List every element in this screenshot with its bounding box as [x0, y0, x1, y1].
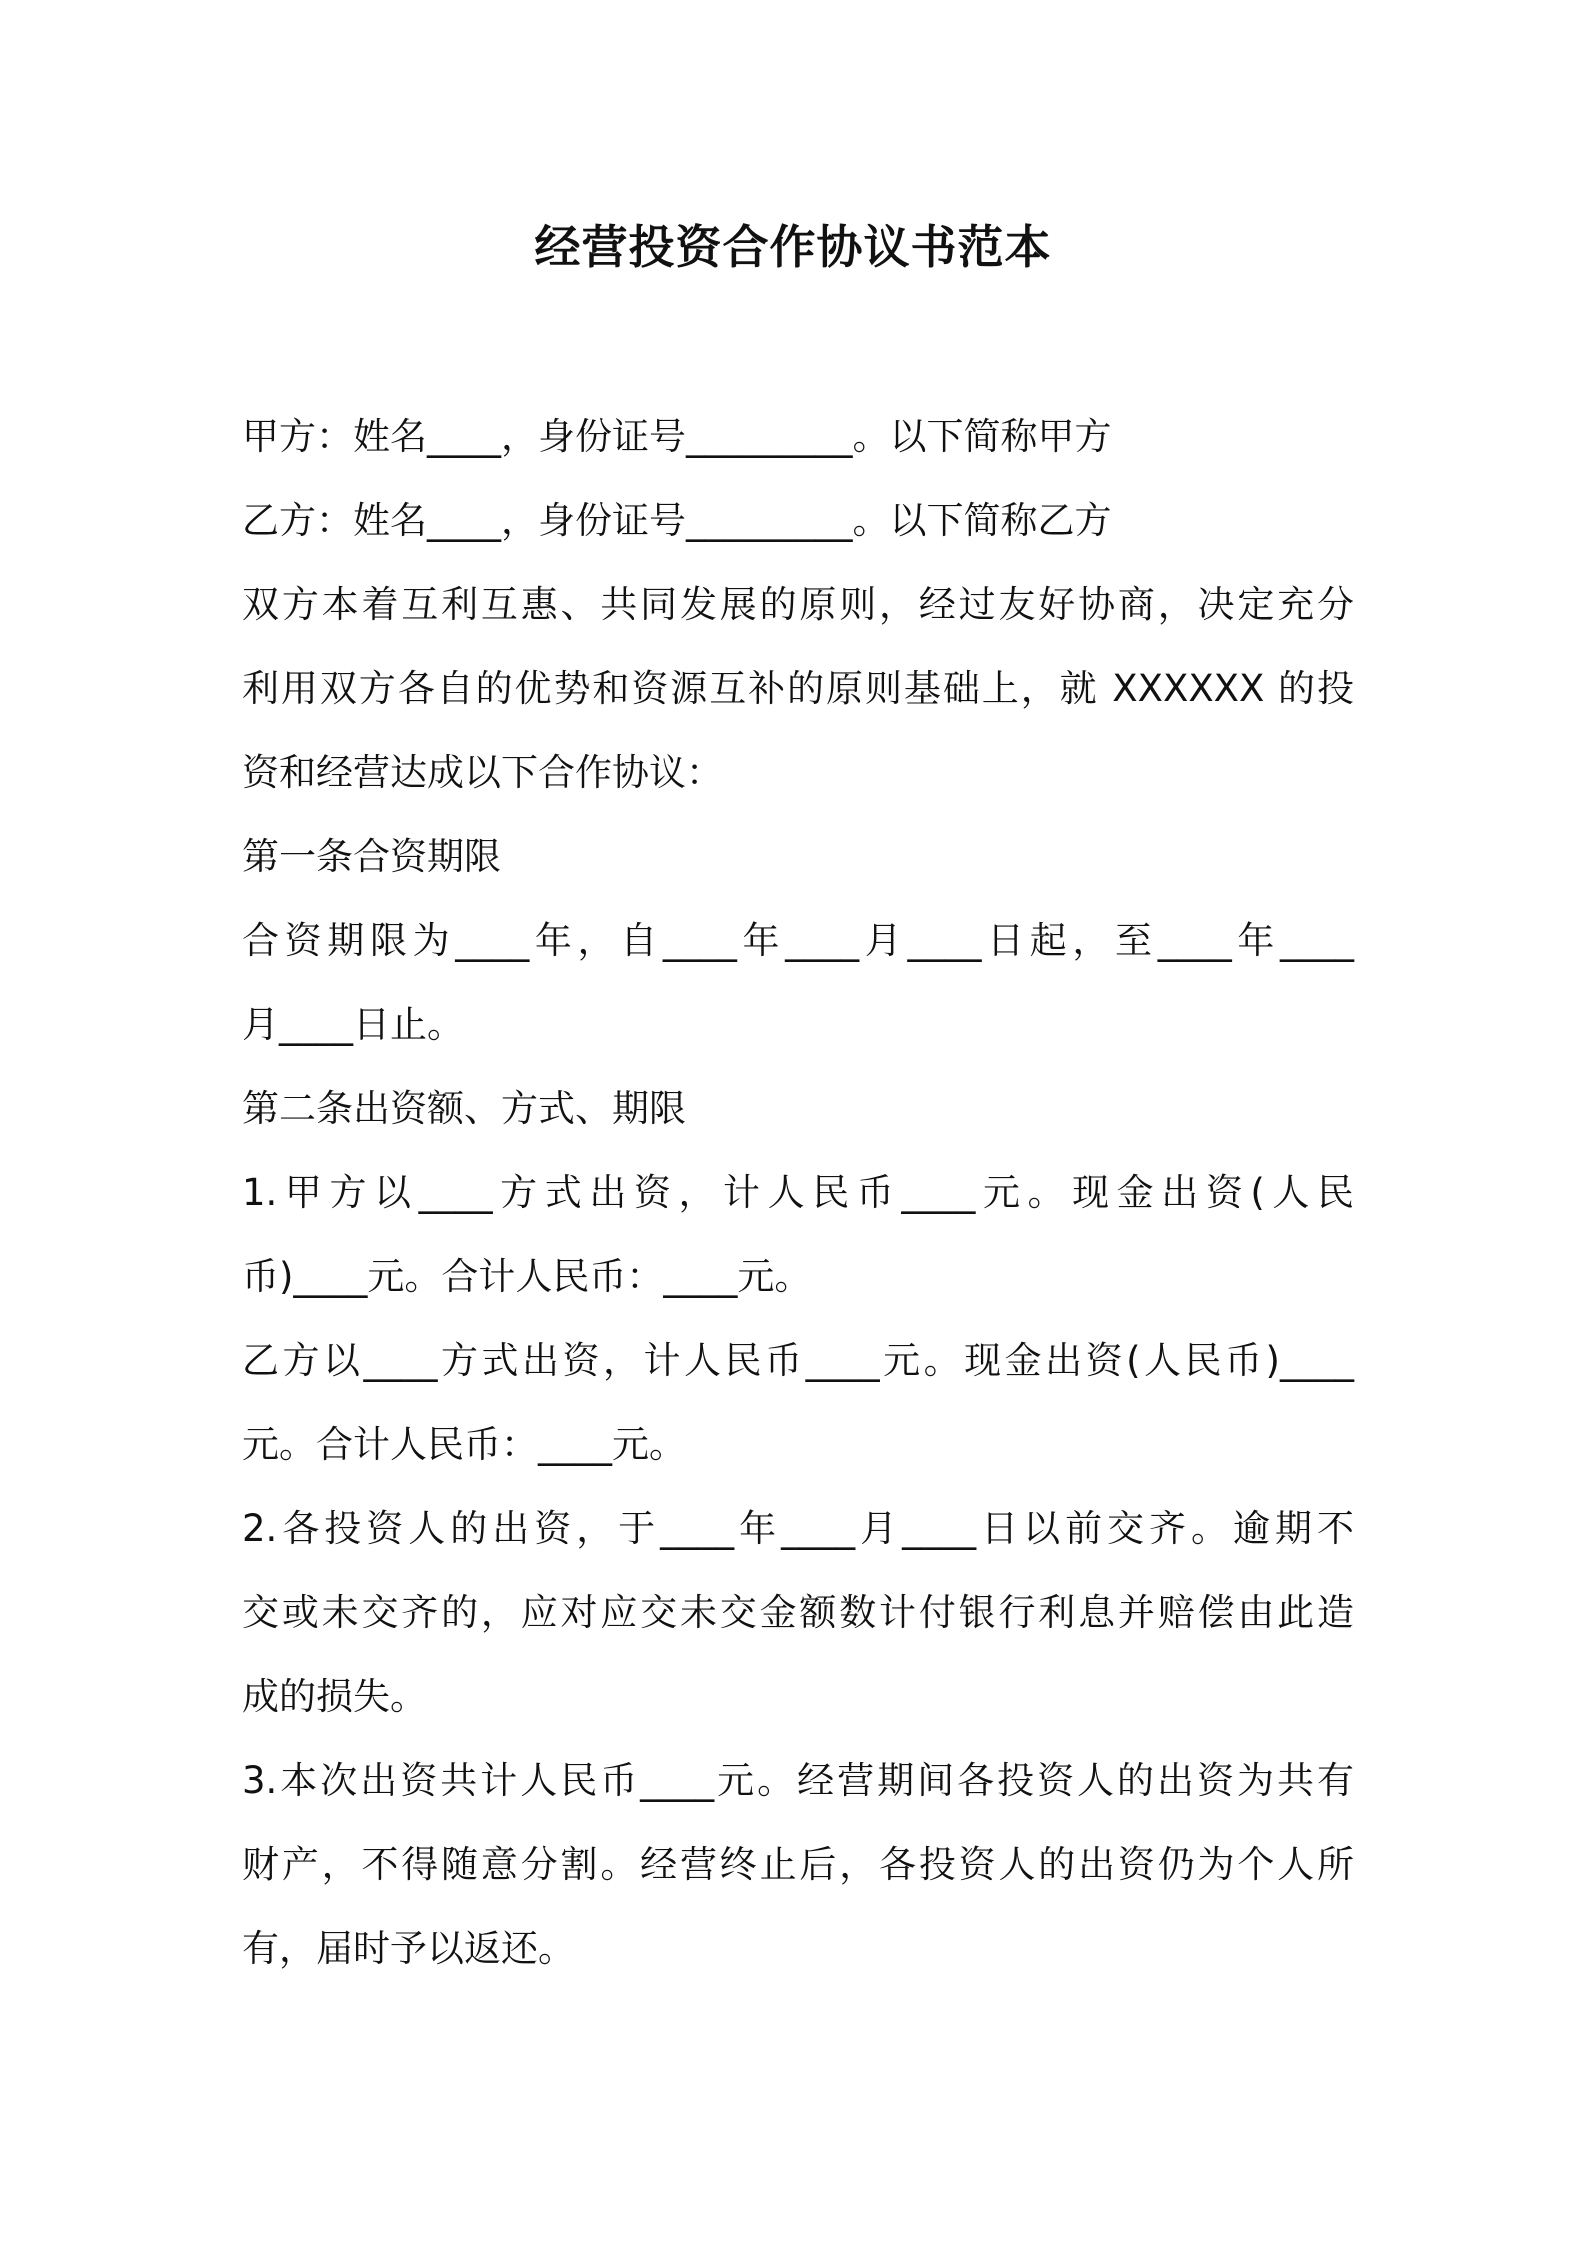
clause-3-line-2: 财产，不得随意分割。经营终止后，各投资人的出资仍为个人所	[242, 1843, 1354, 1886]
clause-3-line-1: 3.本次出资共计人民币____元。经营期间各投资人的出资为共有	[242, 1759, 1354, 1802]
clause-1-party-b-line-1: 乙方以____方式出资，计人民币____元。现金出资(人民币)____	[242, 1339, 1354, 1382]
clause-1-party-b-line-2: 元。合计人民币：____元。	[242, 1423, 686, 1466]
party-b-line: 乙方：姓名____，身份证号_________。以下简称乙方	[242, 499, 1112, 542]
article-1-text-line-1: 合资期限为____年，自____年____月____日起，至____年____	[242, 919, 1354, 962]
preamble-line-1: 双方本着互利互惠、共同发展的原则，经过友好协商，决定充分	[242, 583, 1354, 626]
party-a-line: 甲方：姓名____，身份证号_________。以下简称甲方	[242, 415, 1112, 458]
clause-1-line-2: 币)____元。合计人民币：____元。	[242, 1255, 812, 1298]
clause-2-line-1: 2.各投资人的出资，于____年____月____日以前交齐。逾期不	[242, 1507, 1354, 1550]
clause-2-line-2: 交或未交齐的，应对应交未交金额数计付银行利息并赔偿由此造	[242, 1591, 1354, 1634]
article-2-heading: 第二条出资额、方式、期限	[242, 1087, 686, 1130]
clause-2-line-3: 成的损失。	[242, 1675, 427, 1718]
preamble-line-3: 资和经营达成以下合作协议：	[242, 751, 723, 794]
clause-3-line-3: 有，届时予以返还。	[242, 1927, 575, 1970]
clause-1-line-1: 1.甲方以____方式出资，计人民币____元。现金出资(人民	[242, 1171, 1354, 1214]
article-1-text-line-2: 月____日止。	[242, 1003, 464, 1046]
preamble-line-2: 利用双方各自的优势和资源互补的原则基础上，就 XXXXXX 的投	[242, 667, 1354, 710]
article-1-heading: 第一条合资期限	[242, 835, 501, 878]
document-title: 经营投资合作协议书范本	[534, 220, 1052, 274]
